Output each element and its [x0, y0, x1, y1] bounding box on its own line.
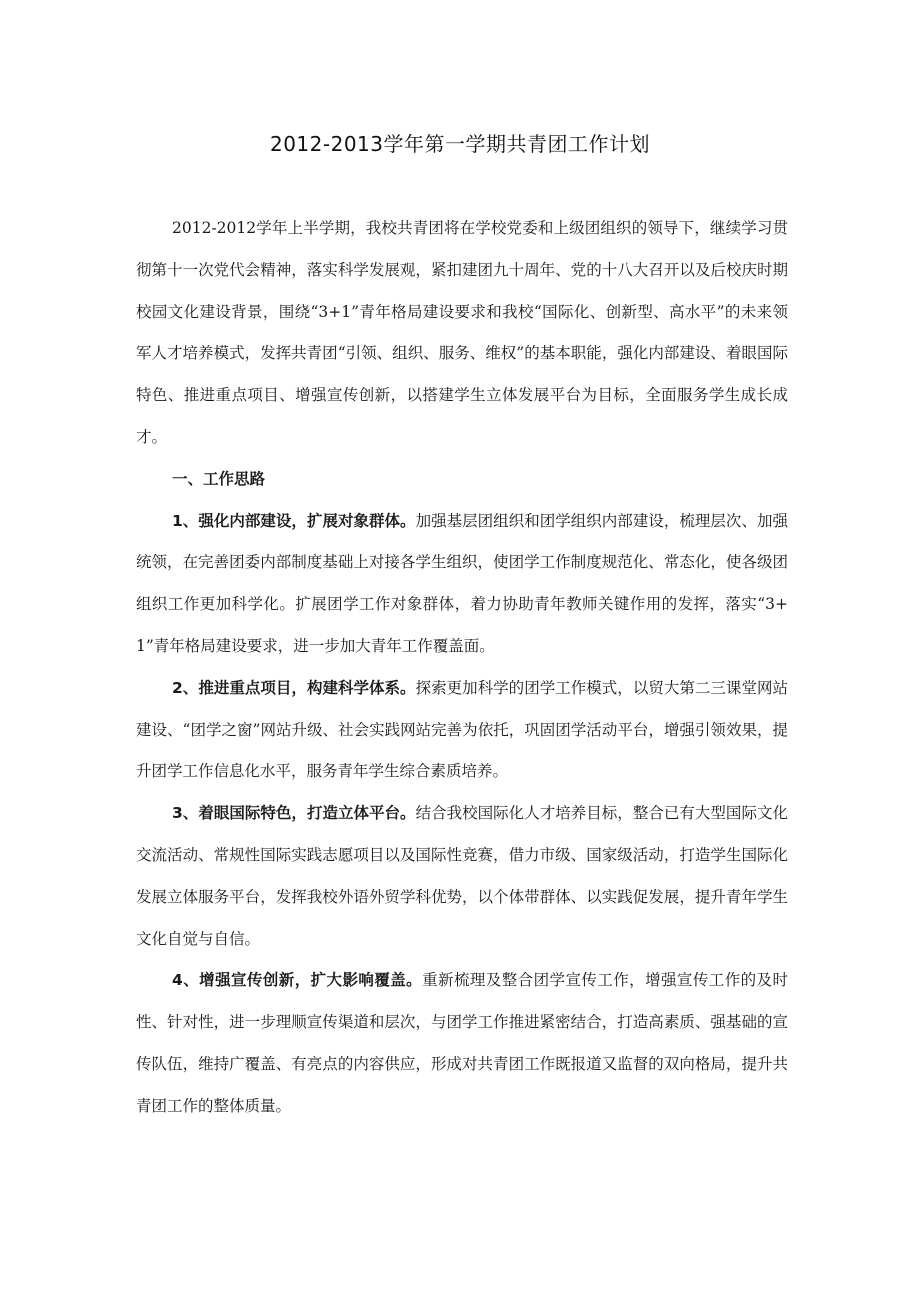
document-title: 2012-2013学年第一学期共青团工作计划	[269, 132, 650, 156]
document-body	[136, 208, 788, 1128]
section-heading-work-ideas: 一、工作思路	[172, 469, 266, 488]
item-text-2: 探索更加科学的团学工作模式，以贸大第二三课堂网站建设、“团学之窗”网站升级、社会实践网站完善为依托，巩固团学活动平台，增强引领效果，提升团学工作信息化水平，服务青年学生综合素质培养。	[136, 678, 788, 781]
item-paragraph-2	[136, 668, 788, 793]
item-lead-3: 3、着眼国际特色，打造立体平台。	[172, 804, 416, 823]
item-text-3: 结合我校国际化人才培养目标，整合已有大型国际文化交流活动、常规性国际实践志愿项目以及国际性竞赛，借力市级、国家级活动，打造学生国际化发展立体服务平台，发挥我校外语外贸学科优势，以个体带群体、以实践促发展，提升青年学生文化自觉与自信。	[136, 804, 788, 948]
intro-paragraph: 2012-2012学年上半学期，我校共青团将在学校党委和上级团组织的领导下，继续学习贯彻第十一次党代会精神，落实科学发展观，紧扣建团九十周年、党的十八大召开以及后校庆时期校园文化建设背景，围绕“3+1”青年格局建设要求和我校“国际化、创新型、高水平”的未来领军人才培养模式，发挥共青团“引领、组织、服务、维权”的基本职能，强化内部建设、着眼国际特色、推进重点项目、增强宣传创新，以搭建学生立体发展平台为目标，全面服务学生成长成才。	[136, 219, 788, 446]
item-lead-1: 1、强化内部建设，扩展对象群体。	[172, 511, 416, 530]
item-text-4: 重新梳理及整合团学宣传工作，增强宣传工作的及时性、针对性，进一步理顺宣传渠道和层次，与团学工作推进紧密结合，打造高素质、强基础的宣传队伍，维持广覆盖、有亮点的内容供应，形成对共青团工作既报道又监督的双向格局，提升共青团工作的整体质量。	[136, 971, 788, 1115]
item-paragraph-4	[136, 960, 788, 1127]
item-lead-2: 2、推进重点项目，构建科学体系。	[172, 678, 416, 697]
item-paragraph-3	[136, 793, 788, 960]
item-lead-4: 4、增强宣传创新，扩大影响覆盖。	[172, 971, 423, 990]
item-paragraph-1	[136, 501, 788, 668]
item-text-1: 加强基层团组织和团学组织内部建设，梳理层次、加强统领，在完善团委内部制度基础上对接各学生组织，使团学工作制度规范化、常态化，使各级团组织工作更加科学化。扩展团学工作对象群体，着力协助青年教师关键作用的发挥，落实“3+1”青年格局建设要求，进一步加大青年工作覆盖面。	[136, 511, 788, 655]
